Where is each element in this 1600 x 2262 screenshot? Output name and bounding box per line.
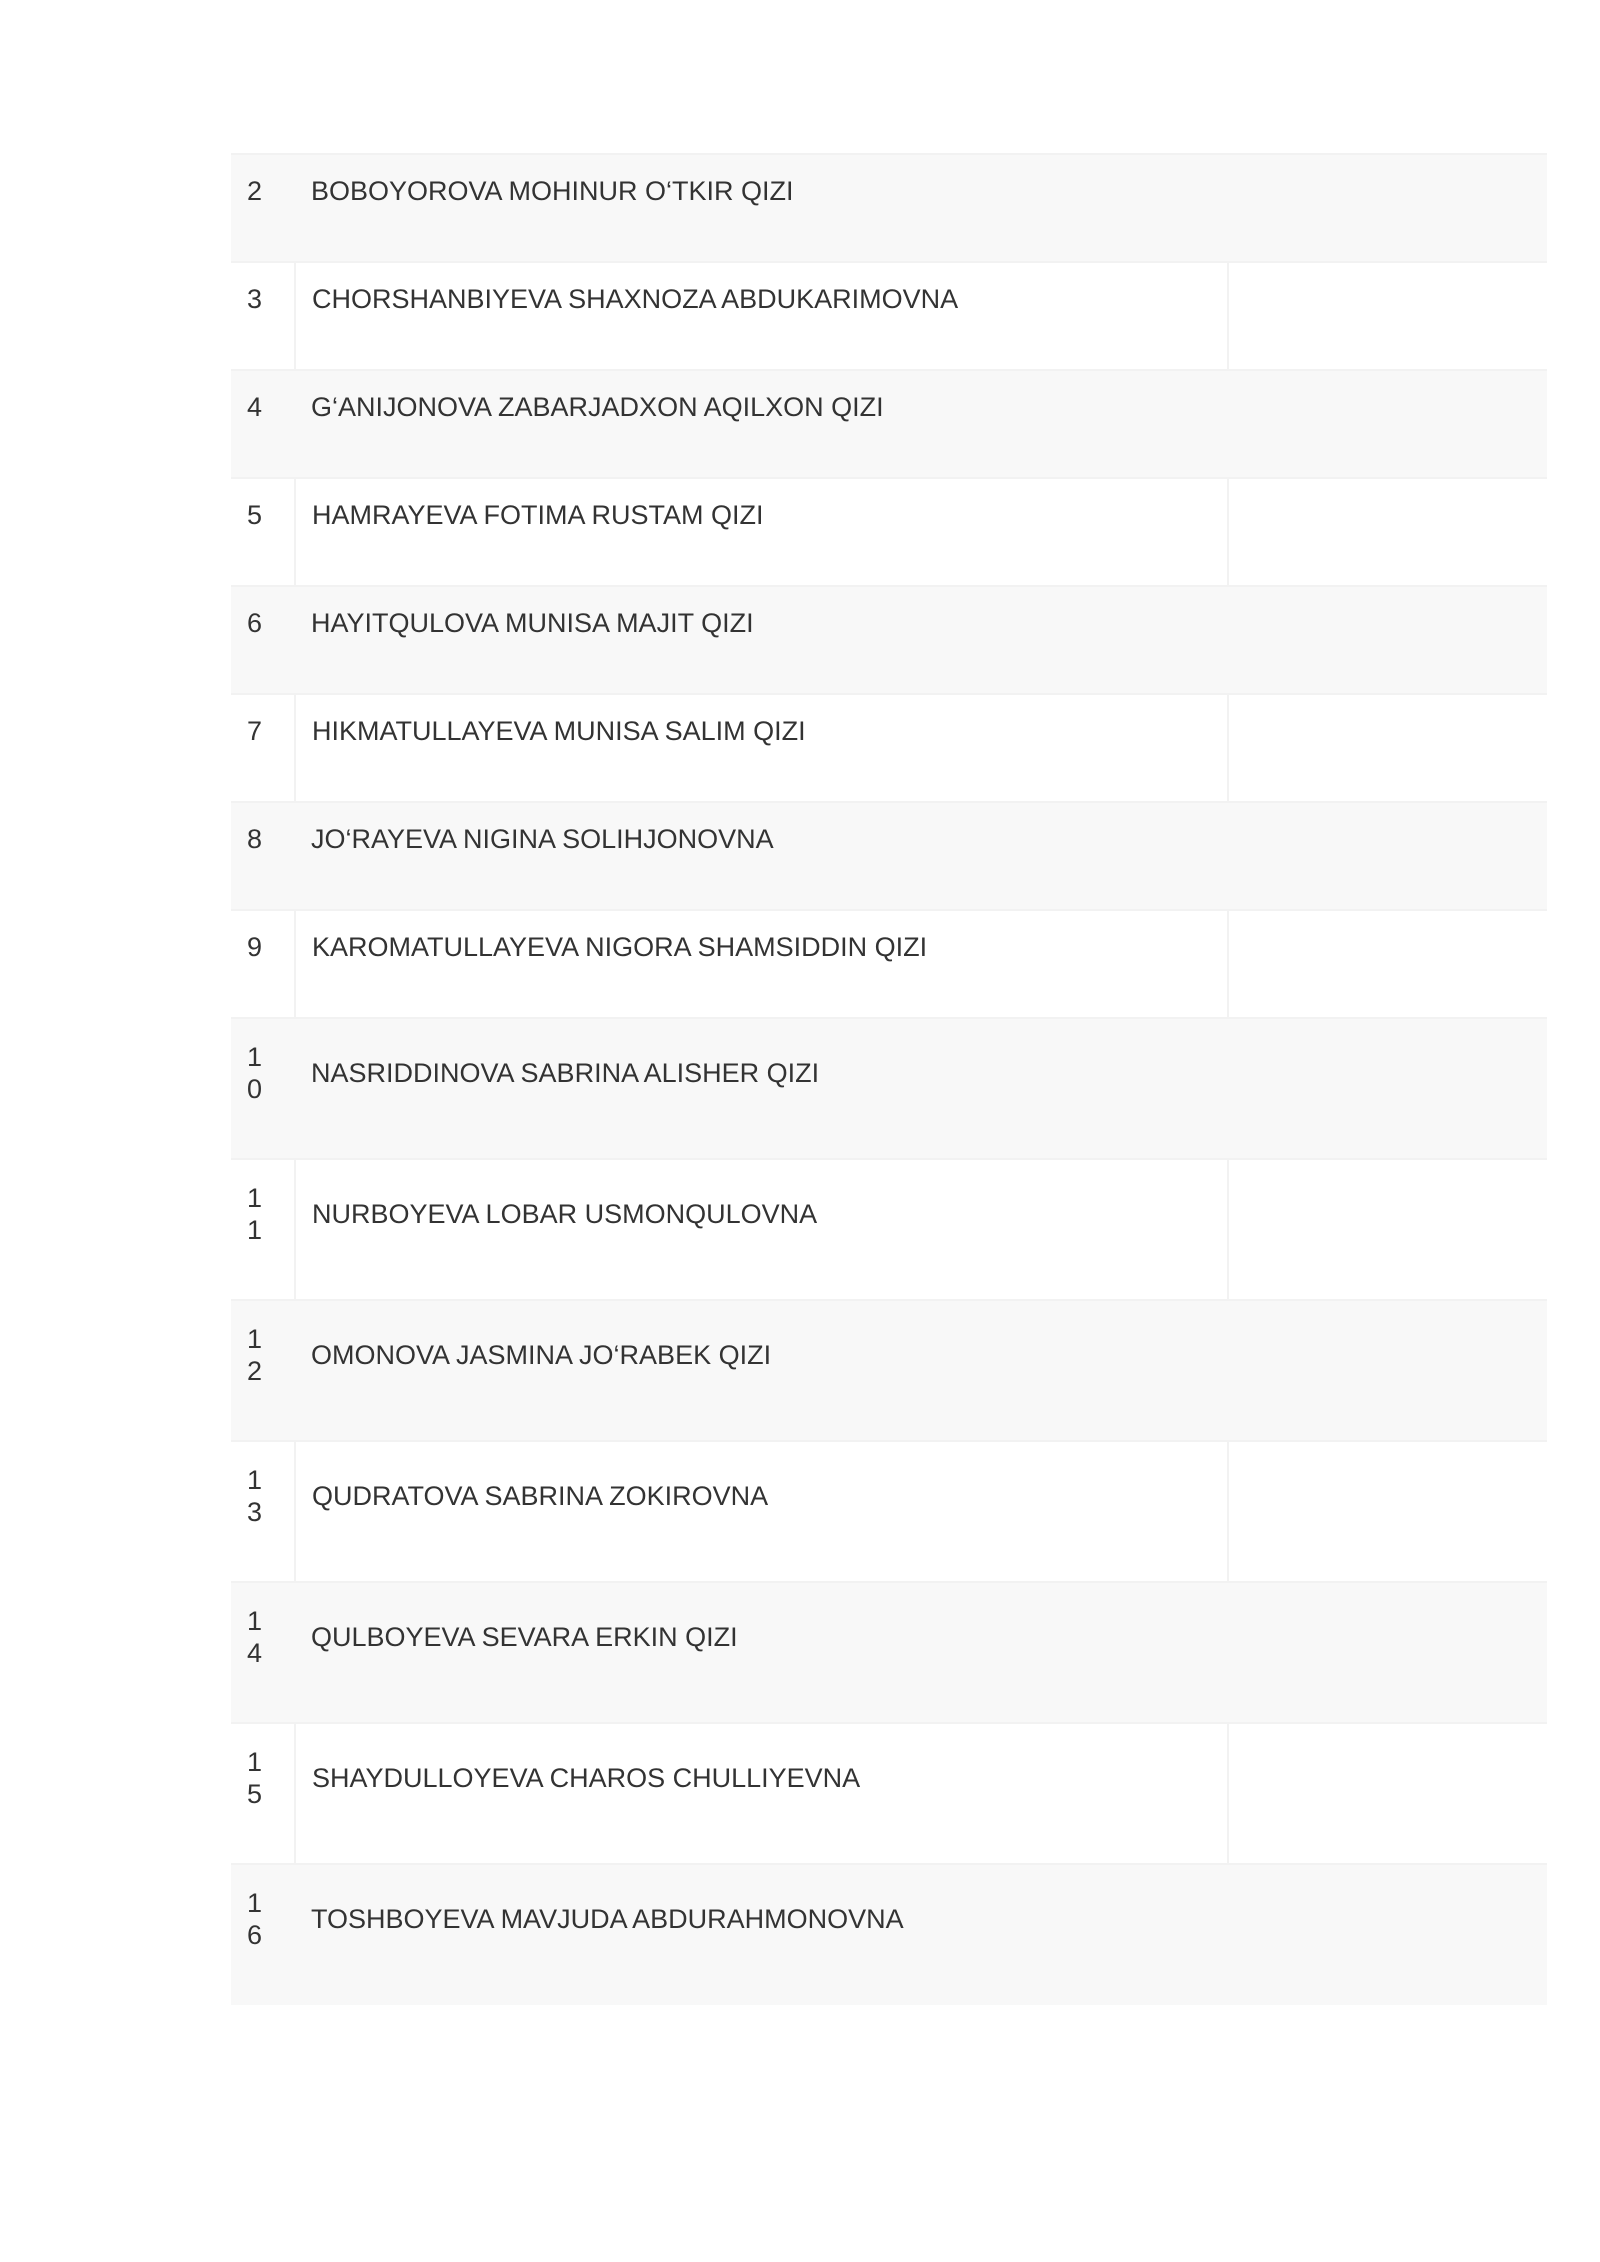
- empty-cell: [1228, 1582, 1547, 1723]
- student-name: BOBOYOROVA MOHINUR O‘TKIR QIZI: [295, 154, 1228, 262]
- empty-cell: [1228, 694, 1547, 802]
- table-row: [231, 1018, 1547, 1159]
- empty-cell: [1228, 586, 1547, 694]
- student-name: NURBOYEVA LOBAR USMONQULOVNA: [295, 1159, 1228, 1300]
- table-row: [231, 1300, 1547, 1441]
- student-name: CHORSHANBIYEVA SHAXNOZA ABDUKARIMOVNA: [295, 262, 1228, 370]
- row-number: 15: [231, 1723, 295, 1864]
- empty-cell: [1228, 262, 1547, 370]
- empty-cell: [1228, 802, 1547, 910]
- row-number: 9: [231, 910, 295, 1018]
- row-number: 14: [231, 1582, 295, 1723]
- empty-cell: [1228, 478, 1547, 586]
- table-row: [231, 478, 1547, 586]
- student-name: HAMRAYEVA FOTIMA RUSTAM QIZI: [295, 478, 1228, 586]
- student-name: HAYITQULOVA MUNISA MAJIT QIZI: [295, 586, 1228, 694]
- empty-cell: [1228, 154, 1547, 262]
- row-number: 2: [231, 154, 295, 262]
- table-row: [231, 1723, 1547, 1864]
- student-list-table: [231, 153, 1547, 2005]
- student-name: QUDRATOVA SABRINA ZOKIROVNA: [295, 1441, 1228, 1582]
- student-name: KAROMATULLAYEVA NIGORA SHAMSIDDIN QIZI: [295, 910, 1228, 1018]
- table-row: [231, 1441, 1547, 1582]
- student-name: TOSHBOYEVA MAVJUDA ABDURAHMONOVNA: [295, 1864, 1228, 2005]
- table-row: [231, 694, 1547, 802]
- row-number: 11: [231, 1159, 295, 1300]
- row-number: 6: [231, 586, 295, 694]
- table-row: [231, 370, 1547, 478]
- table-row: [231, 1582, 1547, 1723]
- table-row: [231, 1159, 1547, 1300]
- row-number: 3: [231, 262, 295, 370]
- table-row: [231, 910, 1547, 1018]
- row-number: 5: [231, 478, 295, 586]
- student-name: NASRIDDINOVA SABRINA ALISHER QIZI: [295, 1018, 1228, 1159]
- student-name: G‘ANIJONOVA ZABARJADXON AQILXON QIZI: [295, 370, 1228, 478]
- row-number: 8: [231, 802, 295, 910]
- row-number: 16: [231, 1864, 295, 2005]
- row-number: 12: [231, 1300, 295, 1441]
- empty-cell: [1228, 1018, 1547, 1159]
- row-number: 10: [231, 1018, 295, 1159]
- empty-cell: [1228, 1441, 1547, 1582]
- student-name: QULBOYEVA SEVARA ERKIN QIZI: [295, 1582, 1228, 1723]
- table-row: [231, 586, 1547, 694]
- row-number: 13: [231, 1441, 295, 1582]
- empty-cell: [1228, 910, 1547, 1018]
- student-name: SHAYDULLOYEVA CHAROS CHULLIYEVNA: [295, 1723, 1228, 1864]
- table-row: [231, 262, 1547, 370]
- student-name: HIKMATULLAYEVA MUNISA SALIM QIZI: [295, 694, 1228, 802]
- row-number: 7: [231, 694, 295, 802]
- table-row: [231, 1864, 1547, 2005]
- empty-cell: [1228, 1159, 1547, 1300]
- empty-cell: [1228, 1864, 1547, 2005]
- table-row: [231, 154, 1547, 262]
- empty-cell: [1228, 1723, 1547, 1864]
- empty-cell: [1228, 370, 1547, 478]
- row-number: 4: [231, 370, 295, 478]
- empty-cell: [1228, 1300, 1547, 1441]
- table-row: [231, 802, 1547, 910]
- student-name: OMONOVA JASMINA JO‘RABEK QIZI: [295, 1300, 1228, 1441]
- student-name: JO‘RAYEVA NIGINA SOLIHJONOVNA: [295, 802, 1228, 910]
